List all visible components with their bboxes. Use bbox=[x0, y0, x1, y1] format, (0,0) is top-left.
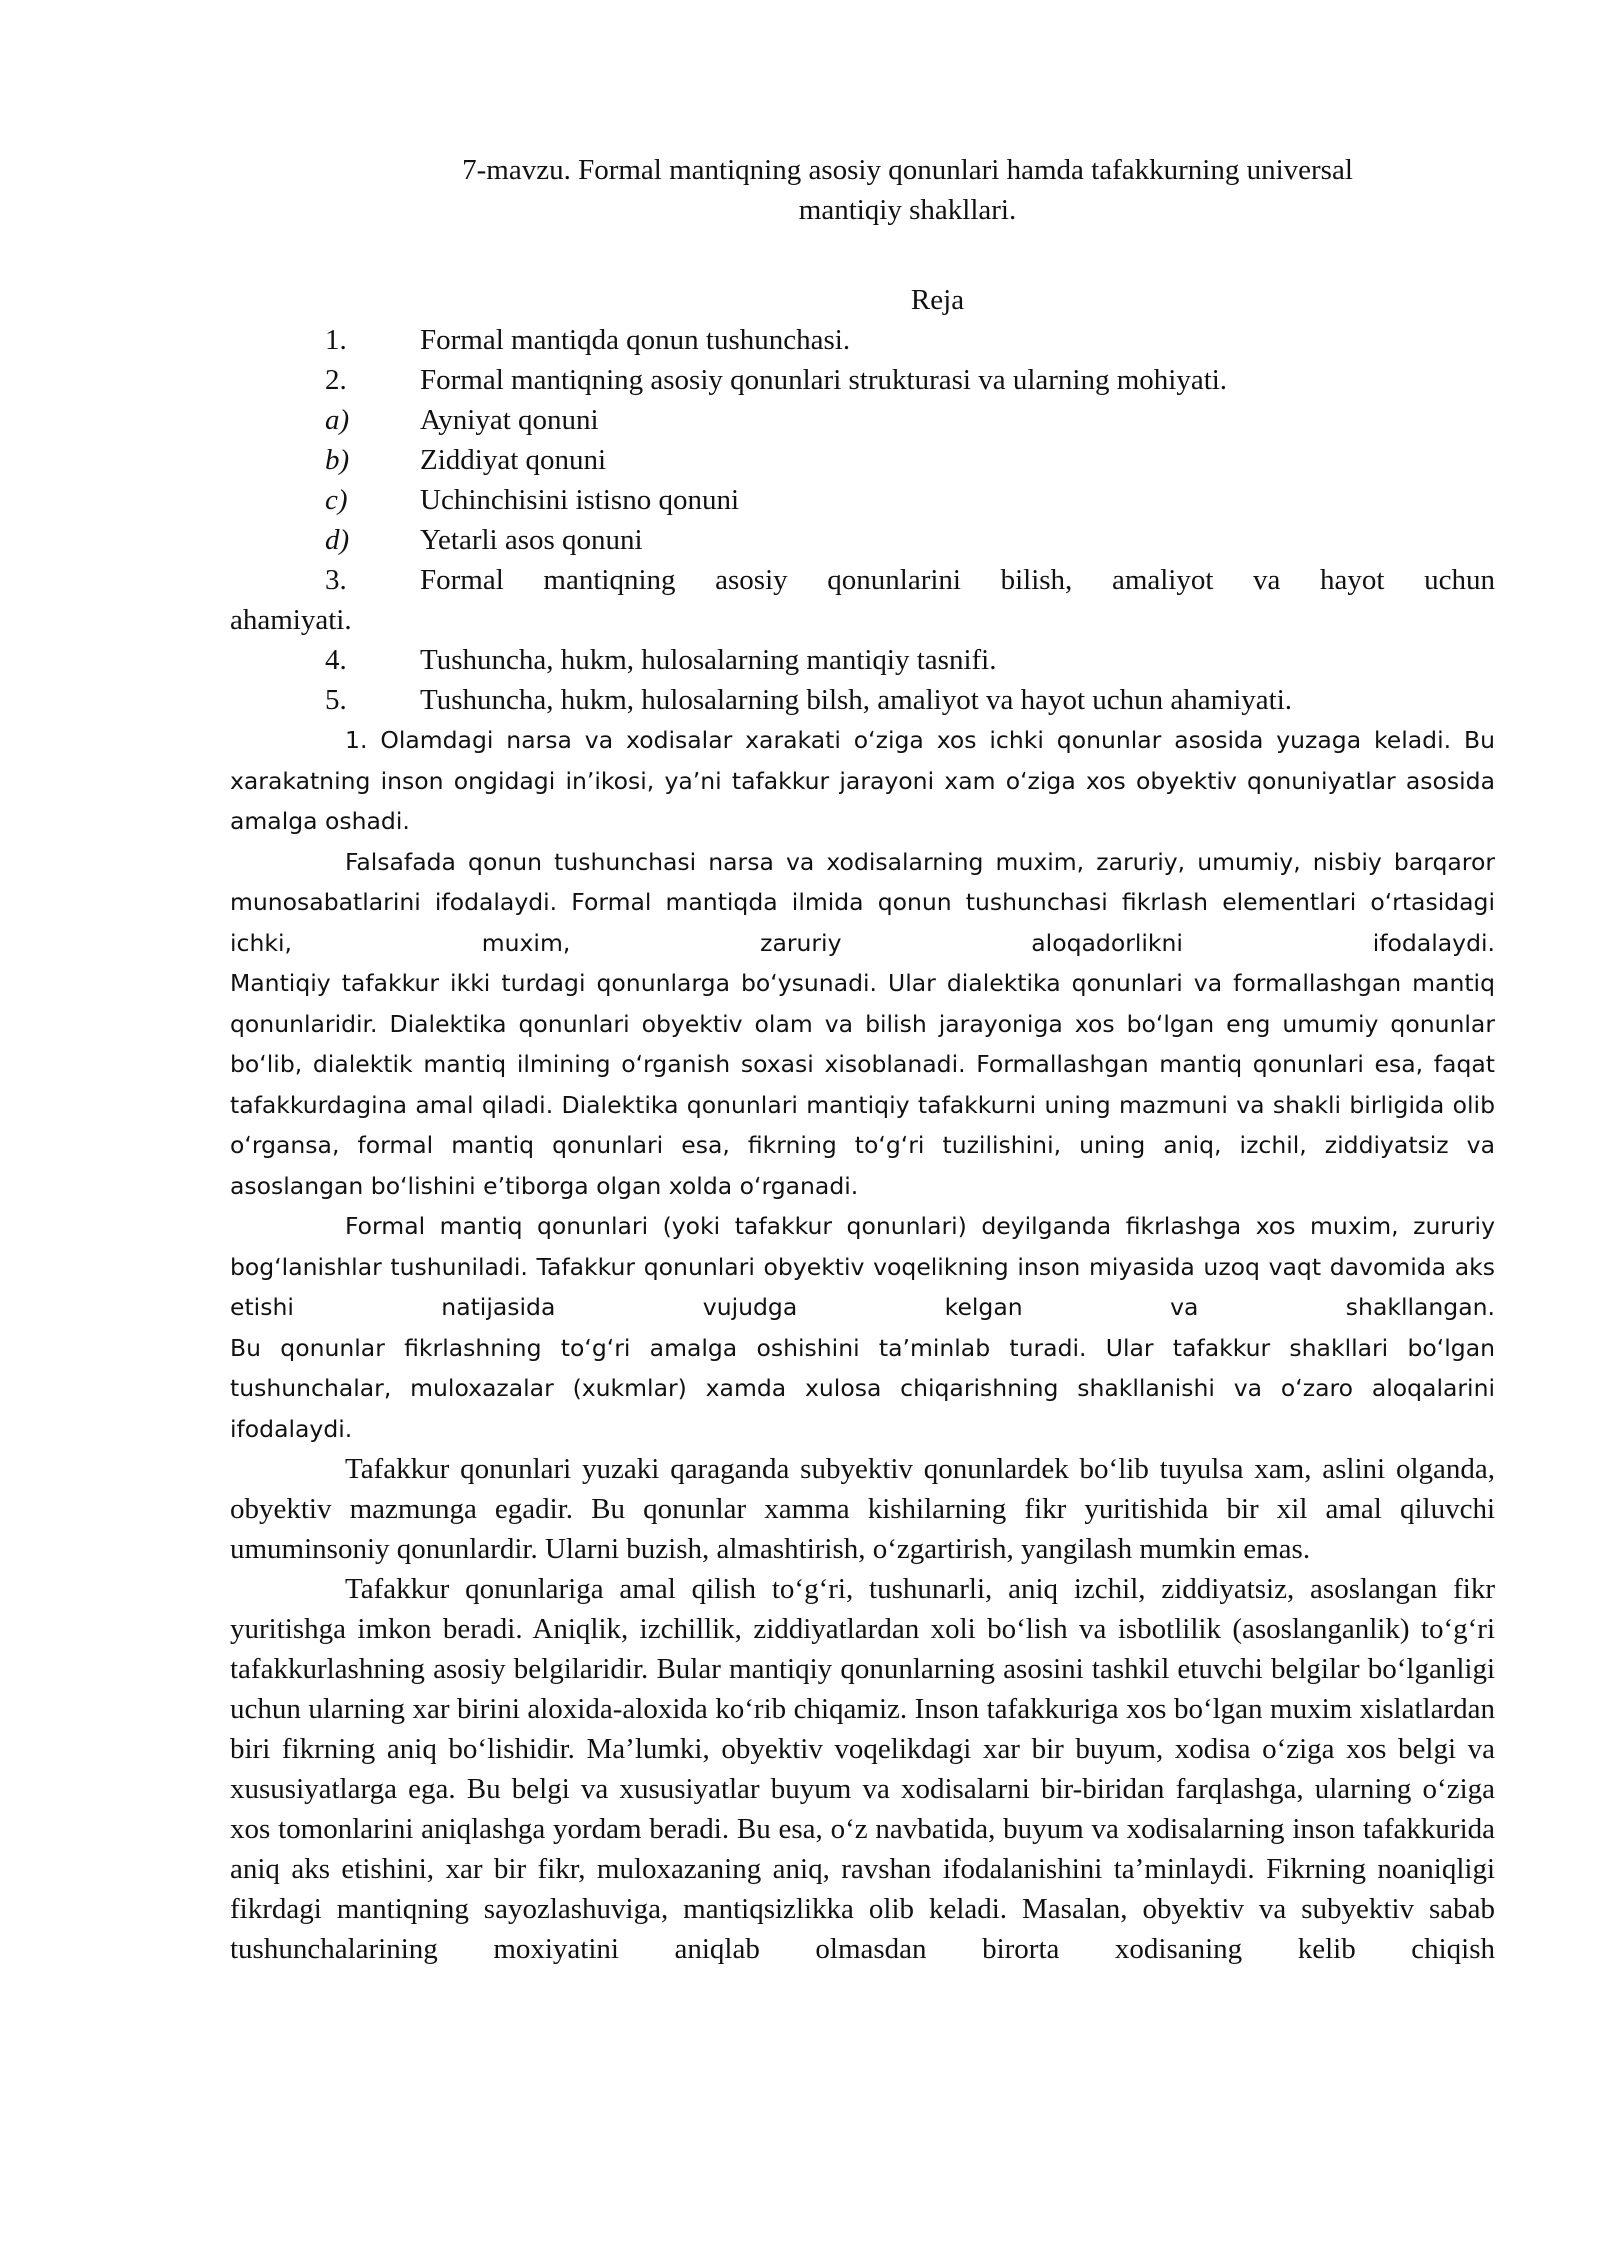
plan-heading: Reja bbox=[910, 284, 965, 316]
title-line-1: 7-mavzu. Formal mantiqning asosiy qonunlari hamda tafakkurning universal bbox=[462, 154, 1353, 186]
paragraph: Mantiqiy tafakkur ikki turdagi qonunlarga boʻysunadi. Ular dialektika qonunlari va formallashgan mantiq qonunlaridir. Dialektika qonunlari obyektiv olam va bilish jarayoniga xos boʻlgan eng umumiy qonunlar boʻlib, dialektik mantiq ilmining oʻrganish soxasi xisoblanadi. Formallashgan mantiq qonunlari esa, faqat tafakkurdagina amal qiladi. Dialektika qonunlari mantiqiy tafakkurni uning mazmuni va shakli birligida olib oʻrgansa, formal mantiq qonunlari esa, fikrning toʻgʻri tuzilishini, uning aniq, izchil, ziddiyatsiz va asoslangan boʻlishini eʼtiborga olgan xolda oʻrganadi. bbox=[230, 969, 1495, 1200]
plan-item bbox=[230, 520, 1495, 560]
plan-item bbox=[230, 360, 1495, 400]
plan-item-text: Tushuncha, hukm, hulosalarning bilsh, amaliyot va hayot uchun ahamiyati. bbox=[420, 684, 1293, 716]
paragraph: Bu qonunlar fikrlashning toʻgʻri amalga oshishini taʼminlab turadi. Ular tafakkur shakllari boʻlgan tushunchalar, muloxazalar (xukmlar) xamda xulosa chiqarishning shakllanishi va oʻzaro aloqalarini ifodalaydi. bbox=[230, 1333, 1495, 1443]
plan-item-number: d) bbox=[325, 524, 350, 556]
plan-item-text: Formal mantiqda qonun tushunchasi. bbox=[420, 324, 851, 356]
sans-section bbox=[230, 720, 1495, 1449]
paragraph: Formal mantiq qonunlari (yoki tafakkur qonunlari) deyilganda fikrlashga xos muxim, zururiy bogʻlanishlar tushuniladi. Tafakkur qonunlari obyektiv voqelikning inson miyasida uzoq vaqt davomida aks etishi natijasida vujudga kelgan va shakllangan. bbox=[230, 1212, 1495, 1321]
document-body bbox=[230, 150, 1495, 1969]
plan-item bbox=[230, 680, 1495, 720]
plan-item-text: Uchinchisini istisno qonuni bbox=[420, 484, 739, 516]
plan-item-number: 5. bbox=[325, 684, 347, 716]
plan-item-number: b) bbox=[325, 444, 350, 476]
plan-list bbox=[230, 320, 1495, 720]
paragraph: Falsafada qonun tushunchasi narsa va xodisalarning muxim, zaruriy, umumiy, nisbiy barqaror munosabatlarini ifodalaydi. Formal mantiqda ilmida qonun tushunchasi fikrlash elementlari oʻrtasidagi ichki, muxim, zaruriy aloqadorlikni ifodalaydi. bbox=[230, 847, 1495, 957]
plan-item-continuation bbox=[230, 600, 1495, 640]
title-line-2: mantiqiy shakllari. bbox=[798, 194, 1017, 226]
plan-item bbox=[230, 560, 1495, 600]
paragraph: Tafakkur qonunlari yuzaki qaraganda subyektiv qonunlardek boʻlib tuyulsa xam, aslini olganda, obyektiv mazmunga egadir. Bu qonunlar xamma kishilarning fikr yuritishida bir xil amal qiluvchi umuminsoniy qonunlardir. Ularni buzish, almashtirish, oʻzgartirish, yangilash mumkin emas. bbox=[230, 1453, 1495, 1565]
plan-item-text: Yetarli asos qonuni bbox=[420, 524, 643, 556]
plan-item-text: Formal mantiqning asosiy qonunlarini bilish, amaliyot va hayot uchun bbox=[420, 564, 1495, 596]
document-header bbox=[230, 150, 1495, 720]
plan-item bbox=[230, 400, 1495, 440]
serif-section bbox=[230, 1449, 1495, 1969]
paragraph: Tafakkur qonunlariga amal qilish toʻgʻri, tushunarli, aniq izchil, ziddiyatsiz, asoslangan fikr yuritishga imkon beradi. Aniqlik, izchillik, ziddiyatlardan xoli boʻlish va isbotlilik (asoslanganlik) toʻgʻri tafakkurlashning asosiy belgilaridir. Bular mantiqiy qonunlarning asosini tashkil etuvchi belgilar boʻlganligi uchun ularning xar birini aloxida-aloxida koʻrib chiqamiz. Inson tafakkuriga xos boʻlgan muxim xislatlardan biri fikrning aniq boʻlishidir. Maʼlumki, obyektiv voqelikdagi xar bir buyum, xodisa oʻziga xos belgi va xususiyatlarga ega. Bu belgi va xususiyatlar buyum va xodisalarni bir-biridan farqlashga, ularning oʻziga xos tomonlarini aniqlashga yordam beradi. Bu esa, oʻz navbatida, buyum va xodisalarning inson tafakkurida aniq aks etishini, xar bir fikr, muloxazaning aniq, ravshan ifodalanishini taʼminlaydi. Fikrning noaniqligi fikrdagi mantiqning sayozlashuviga, mantiqsizlikka olib keladi. Masalan, obyektiv va subyektiv sabab tushunchalarining moxiyatini aniqlab olmasdan birorta xodisaning kelib chiqish bbox=[230, 1573, 1495, 1965]
plan-item-text: Tushuncha, hukm, hulosalarning mantiqiy tasnifi. bbox=[420, 644, 997, 676]
plan-item bbox=[230, 320, 1495, 360]
plan-item-text: Ziddiyat qonuni bbox=[420, 444, 607, 476]
plan-item bbox=[230, 440, 1495, 480]
plan-item-text: Formal mantiqning asosiy qonunlari strukturasi va ularning mohiyati. bbox=[420, 364, 1228, 396]
plan-item-text: ahamiyati. bbox=[230, 604, 352, 636]
paragraph: 1. Olamdagi narsa va xodisalar xarakati oʻziga xos ichki qonunlar asosida yuzaga keladi. Bu xarakatning inson ongidagi inʼikosi, yaʼni tafakkur jarayoni xam oʻziga xos obyektiv qonuniyatlar asosida amalga oshadi. bbox=[230, 726, 1495, 835]
plan-item-number: 2. bbox=[325, 364, 347, 396]
plan-item bbox=[230, 480, 1495, 520]
plan-item bbox=[230, 640, 1495, 680]
document-title bbox=[230, 150, 1495, 230]
plan-item-number: 4. bbox=[325, 644, 347, 676]
plan-item-number: c) bbox=[325, 484, 348, 516]
plan-item-number: 1. bbox=[325, 324, 347, 356]
plan-item-number: 3. bbox=[325, 564, 347, 596]
plan-item-text: Ayniyat qonuni bbox=[420, 404, 599, 436]
plan-item-number: a) bbox=[325, 404, 350, 436]
